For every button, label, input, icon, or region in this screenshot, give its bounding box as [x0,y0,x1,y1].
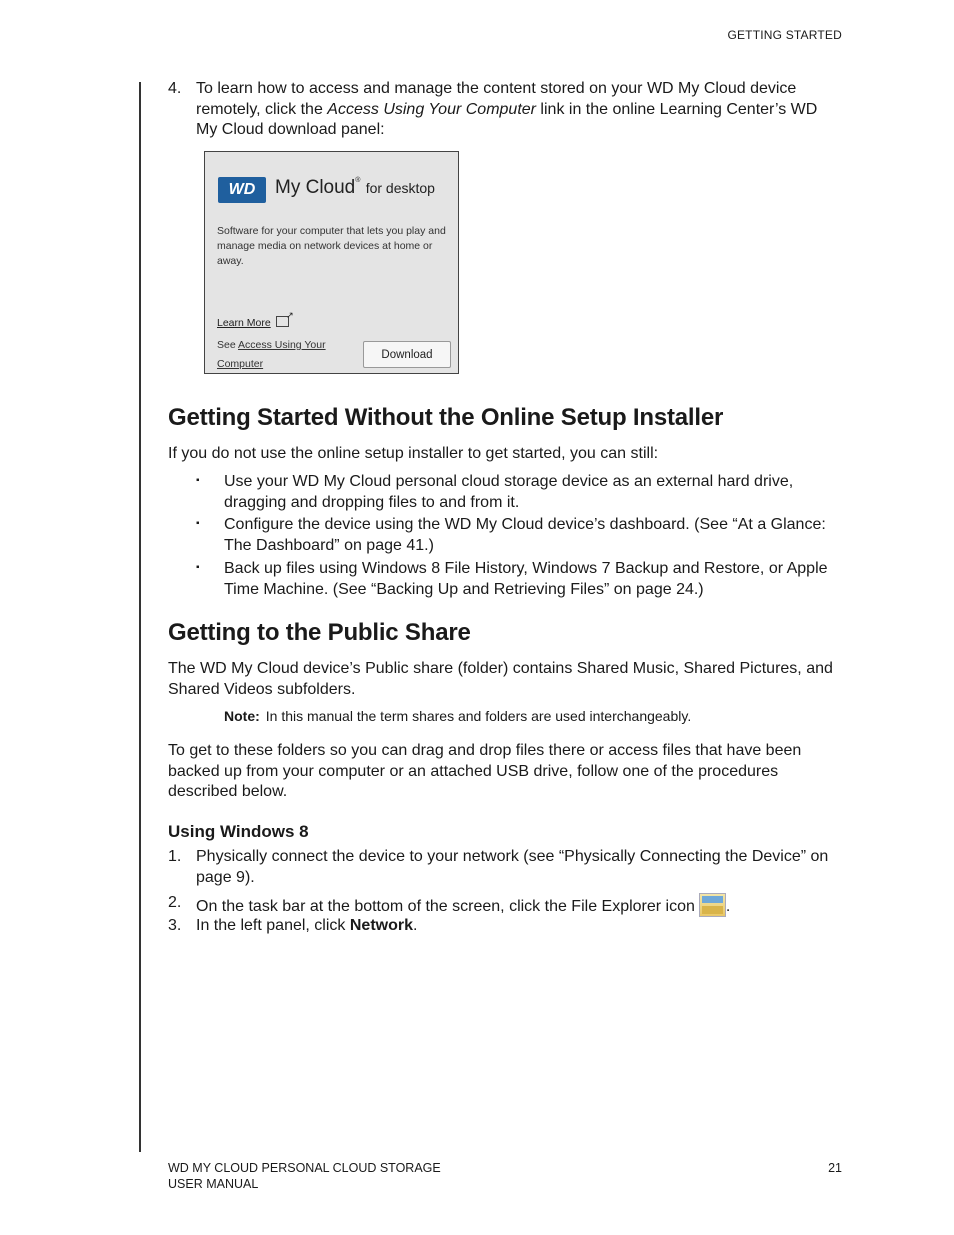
section-intro: If you do not use the online setup installer to get started, you can still: [168,445,659,462]
step-number: 3. [168,917,182,934]
subsection-heading: Using Windows 8 [168,822,309,841]
page-number: 21 [828,1161,842,1175]
learn-more-label: Learn More [217,317,271,329]
public-share-paragraph: The WD My Cloud device’s Public share (folder) contains Shared Music, Shared Pictures, and Shared Videos subfolders. [168,660,833,698]
step-number: 2. [168,894,182,911]
step-text-end: . [725,898,731,915]
step-text: On the task bar at the bottom of the screen, click the File Explorer icon [196,898,695,915]
bullet-mark: ▪ [196,475,200,486]
footer-line-2: USER MANUAL [168,1176,259,1191]
bullet-item [196,472,846,513]
windows-step-3 [168,916,843,937]
step-text: In the left panel, click [196,917,350,934]
step-text: Physically connect the device to your network (see “Physically Connecting the Device” on page 9). [196,848,829,886]
step-text-end: . [412,917,418,934]
wd-logo: WD [218,177,266,203]
network-label: Network [349,917,413,934]
step-text-end: link in the online Learning Center’s WD My Cloud download panel: [196,100,818,138]
download-panel-screenshot [204,151,459,374]
product-suffix: for desktop [365,180,435,196]
product-description: Software for your computer that lets you play and manage media on network devices at home or away. [217,225,446,267]
bullet-text: Use your WD My Cloud personal cloud storage device as an external hard drive, dragging and dropping files to and from it. [224,473,794,511]
step-link-text: Access Using Your Computer [327,100,536,118]
product-name: My Cloud [275,177,356,198]
windows-step-2 [168,893,843,918]
procedures-paragraph: To get to these folders so you can drag and drop files there or access files that have been backed up from your computer or an attached USB drive, follow one of the procedures described below. [168,742,802,800]
running-header: GETTING STARTED [727,28,842,42]
bullet-text: Configure the device using the WD My Cloud device’s dashboard. (See “At a Glance: The Dashboard” on page 41.) [224,516,826,554]
note [224,707,691,725]
note-label: Note: [224,708,260,724]
see-prefix: See [217,339,239,351]
step-number: 4. [168,80,182,97]
section-heading-setup: Getting Started Without the Online Setup Installer [168,404,724,431]
download-button[interactable]: Download [363,341,451,368]
section-heading-public-share: Getting to the Public Share [168,619,471,646]
file-explorer-icon [699,893,726,917]
footer-title [168,1161,441,1192]
step-text: To learn how to access and manage the content stored on your WD My Cloud device remotely, click the [196,80,797,118]
bullet-item [196,559,846,600]
step-4 [168,79,843,141]
windows-step-1 [168,847,843,888]
learn-more-link[interactable] [217,316,289,329]
registered-mark: ® [355,177,361,184]
footer-line-1: WD MY CLOUD PERSONAL CLOUD STORAGE [168,1161,441,1175]
bullet-mark: ▪ [196,518,200,529]
external-link-icon [276,316,289,327]
bullet-item [196,515,846,556]
step-number: 1. [168,848,182,865]
margin-rule [139,82,141,1152]
bullet-mark: ▪ [196,562,200,573]
note-text: In this manual the term shares and folders are used interchangeably. [265,708,692,724]
bullet-text: Back up files using Windows 8 File History, Windows 7 Backup and Restore, or Apple Time Machine. (See “Backing Up and Retrieving Files” on page 24.) [224,560,828,598]
see-access-line [217,336,337,374]
product-title [275,177,435,199]
access-using-computer-link[interactable]: Access Using Your Computer [217,339,326,370]
